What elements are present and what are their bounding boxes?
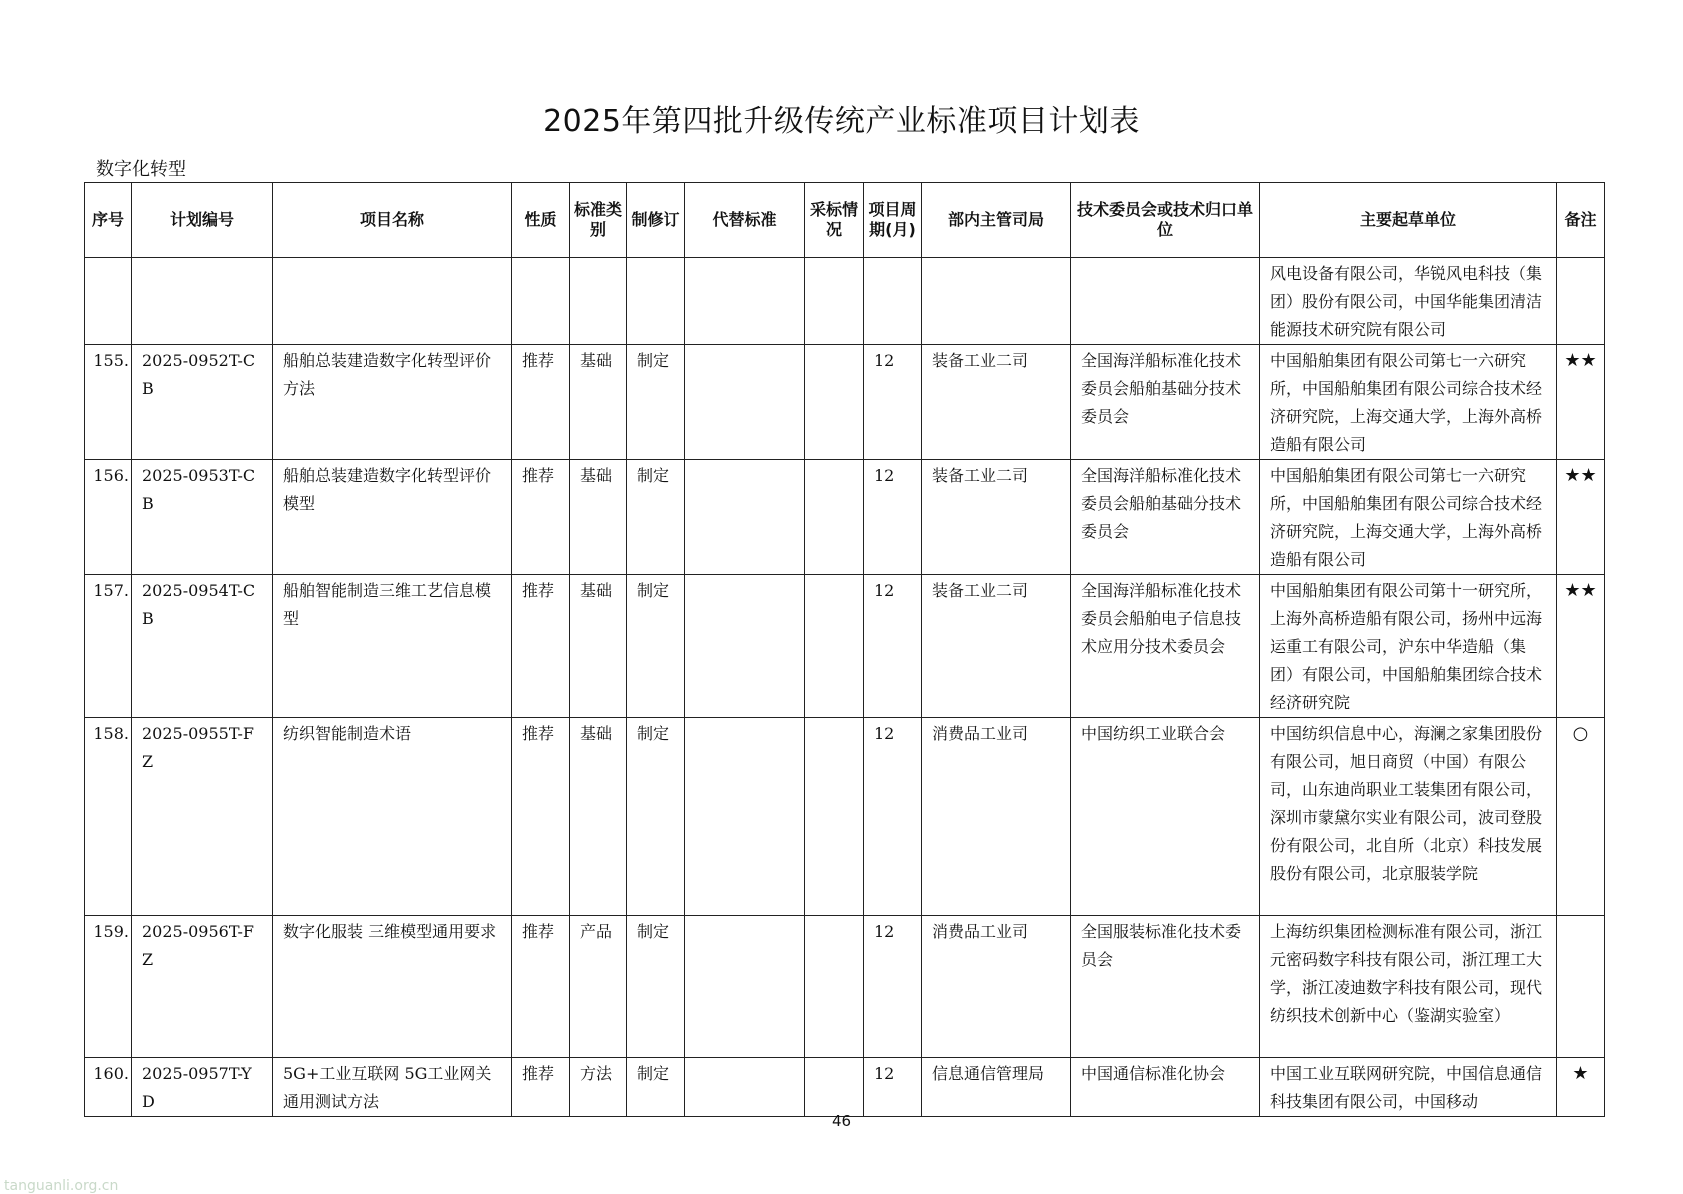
cell-adopt bbox=[805, 460, 864, 575]
col-cycle: 项目周期(月) bbox=[864, 183, 922, 258]
cell-dept: 装备工业二司 bbox=[922, 575, 1071, 718]
col-plan-no: 计划编号 bbox=[132, 183, 273, 258]
cell-name: 数字化服装 三维模型通用要求 bbox=[273, 916, 512, 1058]
cell-committee: 全国海洋船标准化技术委员会船舶基础分技术委员会 bbox=[1071, 345, 1260, 460]
table-row bbox=[85, 575, 1605, 718]
col-remark: 备注 bbox=[1557, 183, 1605, 258]
cell-cycle: 12 bbox=[864, 718, 922, 916]
cell-nature: 推荐 bbox=[512, 916, 570, 1058]
col-seq: 序号 bbox=[85, 183, 132, 258]
cell-plan-no: 2025-0952T-CB bbox=[132, 345, 273, 460]
cell-name: 船舶总装建造数字化转型评价方法 bbox=[273, 345, 512, 460]
cell-nature: 推荐 bbox=[512, 345, 570, 460]
cell-seq: 157. bbox=[85, 575, 132, 718]
cell-dept bbox=[922, 258, 1071, 345]
cell-seq: 155. bbox=[85, 345, 132, 460]
cell-replace bbox=[685, 258, 805, 345]
cell-std-type: 方法 bbox=[570, 1058, 627, 1117]
cell-committee: 全国海洋船标准化技术委员会船舶电子信息技术应用分技术委员会 bbox=[1071, 575, 1260, 718]
cell-cycle: 12 bbox=[864, 1058, 922, 1117]
col-drafter: 主要起草单位 bbox=[1260, 183, 1557, 258]
cell-drafter: 中国纺织信息中心，海澜之家集团股份有限公司，旭日商贸（中国）有限公司，山东迪尚职业工装集团有限公司，深圳市蒙黛尔实业有限公司，波司登股份有限公司，北自所（北京）科技发展股份有限公司，北京服装学院 bbox=[1260, 718, 1557, 916]
cell-dept: 装备工业二司 bbox=[922, 460, 1071, 575]
col-committee: 技术委员会或技术归口单位 bbox=[1071, 183, 1260, 258]
cell-revise: 制定 bbox=[627, 916, 685, 1058]
cell-dept: 装备工业二司 bbox=[922, 345, 1071, 460]
col-dept: 部内主管司局 bbox=[922, 183, 1071, 258]
cell-drafter: 中国船舶集团有限公司第十一研究所，上海外高桥造船有限公司，扬州中远海运重工有限公司，沪东中华造船（集团）有限公司，中国船舶集团综合技术经济研究院 bbox=[1260, 575, 1557, 718]
cell-seq: 158. bbox=[85, 718, 132, 916]
cell-name: 纺织智能制造术语 bbox=[273, 718, 512, 916]
cell-plan-no: 2025-0956T-FZ bbox=[132, 916, 273, 1058]
cell-std-type: 基础 bbox=[570, 718, 627, 916]
cell-name: 5G+工业互联网 5G工业网关通用测试方法 bbox=[273, 1058, 512, 1117]
cell-replace bbox=[685, 1058, 805, 1117]
cell-dept: 消费品工业司 bbox=[922, 718, 1071, 916]
cell-remark: ★ bbox=[1557, 1058, 1605, 1117]
cell-cycle bbox=[864, 258, 922, 345]
cell-nature: 推荐 bbox=[512, 718, 570, 916]
cell-revise: 制定 bbox=[627, 460, 685, 575]
cell-cycle: 12 bbox=[864, 460, 922, 575]
cell-cycle: 12 bbox=[864, 575, 922, 718]
cell-committee bbox=[1071, 258, 1260, 345]
cell-drafter: 中国船舶集团有限公司第七一六研究所，中国船舶集团有限公司综合技术经济研究院，上海交通大学，上海外高桥造船有限公司 bbox=[1260, 345, 1557, 460]
cell-remark: ○ bbox=[1557, 718, 1605, 916]
cell-nature: 推荐 bbox=[512, 575, 570, 718]
cell-plan-no: 2025-0954T-CB bbox=[132, 575, 273, 718]
cell-remark bbox=[1557, 916, 1605, 1058]
cell-remark: ★★ bbox=[1557, 345, 1605, 460]
cell-revise: 制定 bbox=[627, 1058, 685, 1117]
cell-plan-no: 2025-0957T-YD bbox=[132, 1058, 273, 1117]
cell-revise: 制定 bbox=[627, 575, 685, 718]
table-row bbox=[85, 258, 1605, 345]
cell-revise bbox=[627, 258, 685, 345]
cell-std-type: 产品 bbox=[570, 916, 627, 1058]
cell-cycle: 12 bbox=[864, 916, 922, 1058]
table-row bbox=[85, 718, 1605, 916]
cell-dept: 信息通信管理局 bbox=[922, 1058, 1071, 1117]
cell-drafter: 中国工业互联网研究院，中国信息通信科技集团有限公司，中国移动 bbox=[1260, 1058, 1557, 1117]
cell-remark: ★★ bbox=[1557, 460, 1605, 575]
section-heading: 数字化转型 bbox=[96, 159, 186, 180]
cell-name bbox=[273, 258, 512, 345]
cell-adopt bbox=[805, 916, 864, 1058]
cell-seq: 159. bbox=[85, 916, 132, 1058]
cell-name: 船舶总装建造数字化转型评价模型 bbox=[273, 460, 512, 575]
table-row bbox=[85, 1058, 1605, 1117]
col-adopt: 采标情况 bbox=[805, 183, 864, 258]
cell-plan-no: 2025-0953T-CB bbox=[132, 460, 273, 575]
cell-nature: 推荐 bbox=[512, 1058, 570, 1117]
col-nature: 性质 bbox=[512, 183, 570, 258]
cell-revise: 制定 bbox=[627, 345, 685, 460]
cell-std-type bbox=[570, 258, 627, 345]
cell-committee: 全国服装标准化技术委员会 bbox=[1071, 916, 1260, 1058]
cell-adopt bbox=[805, 575, 864, 718]
table-row bbox=[85, 916, 1605, 1058]
cell-replace bbox=[685, 916, 805, 1058]
cell-drafter: 上海纺织集团检测标准有限公司，浙江元密码数字科技有限公司，浙江理工大学，浙江凌迪数字科技有限公司，现代纺织技术创新中心（鉴湖实验室） bbox=[1260, 916, 1557, 1058]
cell-adopt bbox=[805, 258, 864, 345]
cell-remark bbox=[1557, 258, 1605, 345]
col-replace: 代替标准 bbox=[685, 183, 805, 258]
cell-dept: 消费品工业司 bbox=[922, 916, 1071, 1058]
cell-std-type: 基础 bbox=[570, 345, 627, 460]
cell-std-type: 基础 bbox=[570, 460, 627, 575]
cell-committee: 全国海洋船标准化技术委员会船舶基础分技术委员会 bbox=[1071, 460, 1260, 575]
cell-plan-no bbox=[132, 258, 273, 345]
cell-adopt bbox=[805, 718, 864, 916]
cell-replace bbox=[685, 460, 805, 575]
cell-remark: ★★ bbox=[1557, 575, 1605, 718]
cell-std-type: 基础 bbox=[570, 575, 627, 718]
cell-seq: 156. bbox=[85, 460, 132, 575]
page-title: 2025年第四批升级传统产业标准项目计划表 bbox=[543, 104, 1140, 139]
cell-name: 船舶智能制造三维工艺信息模型 bbox=[273, 575, 512, 718]
cell-cycle: 12 bbox=[864, 345, 922, 460]
col-revise: 制修订 bbox=[627, 183, 685, 258]
table-header-row bbox=[85, 183, 1605, 258]
cell-replace bbox=[685, 345, 805, 460]
cell-seq bbox=[85, 258, 132, 345]
cell-plan-no: 2025-0955T-FZ bbox=[132, 718, 273, 916]
standards-plan-table bbox=[84, 182, 1605, 1117]
cell-replace bbox=[685, 575, 805, 718]
cell-replace bbox=[685, 718, 805, 916]
cell-seq: 160. bbox=[85, 1058, 132, 1117]
cell-revise: 制定 bbox=[627, 718, 685, 916]
cell-drafter: 风电设备有限公司，华锐风电科技（集团）股份有限公司，中国华能集团清洁能源技术研究院有限公司 bbox=[1260, 258, 1557, 345]
cell-drafter: 中国船舶集团有限公司第七一六研究所，中国船舶集团有限公司综合技术经济研究院，上海交通大学，上海外高桥造船有限公司 bbox=[1260, 460, 1557, 575]
page-number: 46 bbox=[831, 1112, 852, 1130]
watermark: tanguanli.org.cn bbox=[4, 1178, 119, 1194]
cell-adopt bbox=[805, 345, 864, 460]
col-name: 项目名称 bbox=[273, 183, 512, 258]
cell-nature bbox=[512, 258, 570, 345]
cell-nature: 推荐 bbox=[512, 460, 570, 575]
table-row bbox=[85, 460, 1605, 575]
cell-committee: 中国纺织工业联合会 bbox=[1071, 718, 1260, 916]
table-row bbox=[85, 345, 1605, 460]
cell-adopt bbox=[805, 1058, 864, 1117]
cell-committee: 中国通信标准化协会 bbox=[1071, 1058, 1260, 1117]
col-std-type: 标准类别 bbox=[570, 183, 627, 258]
